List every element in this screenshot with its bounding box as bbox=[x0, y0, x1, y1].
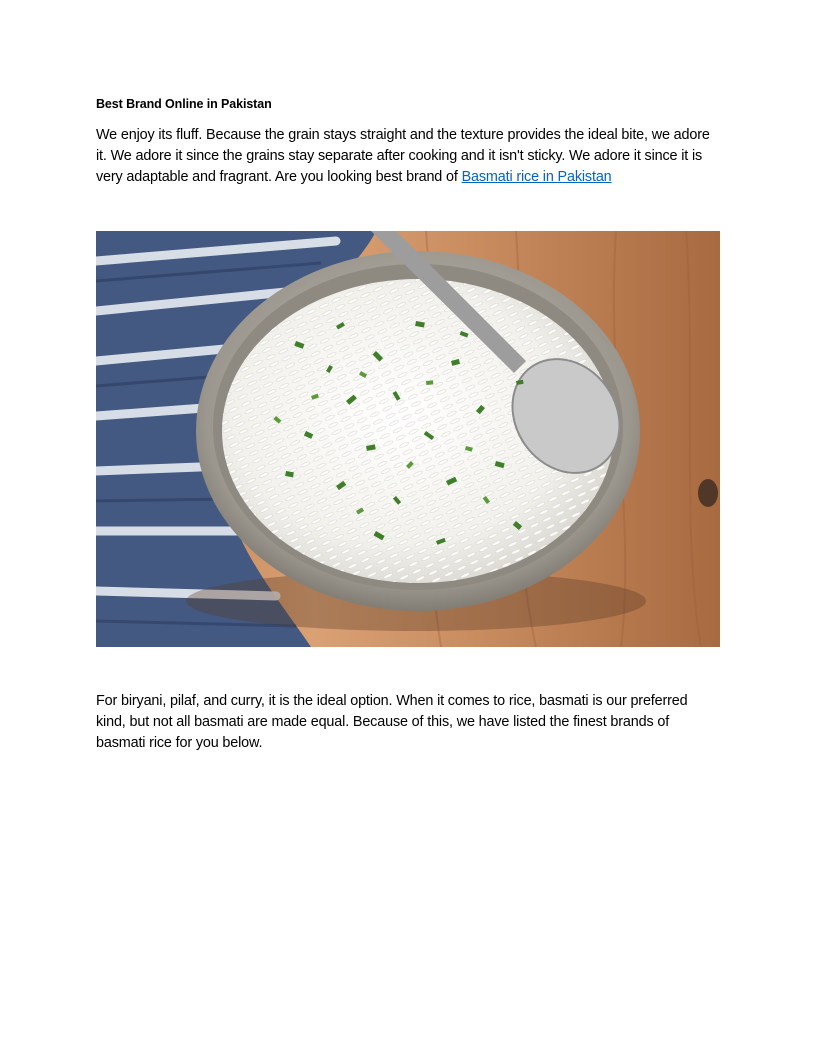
intro-paragraph-text: We enjoy its fluff. Because the grain stays straight and the texture provides the ideal bite, we adore it. We adore it since the grains stay separate after cooking and it isn't sticky. We adore it since it is very adaptable and fragrant. Are you looking best brand of bbox=[96, 127, 710, 185]
section-heading: Best Brand Online in Pakistan bbox=[96, 97, 272, 111]
rice-bowl-photo bbox=[96, 231, 720, 647]
rice-bowl-illustration bbox=[96, 231, 720, 647]
intro-paragraph bbox=[96, 125, 720, 188]
basmati-rice-link[interactable]: Basmati rice in Pakistan bbox=[461, 169, 612, 185]
brands-paragraph: For biryani, pilaf, and curry, it is the ideal option. When it comes to rice, basmati is our preferred kind, but not all basmati are made equal. Because of this, we have listed the finest brands of basmati rice for you below. bbox=[96, 693, 688, 751]
